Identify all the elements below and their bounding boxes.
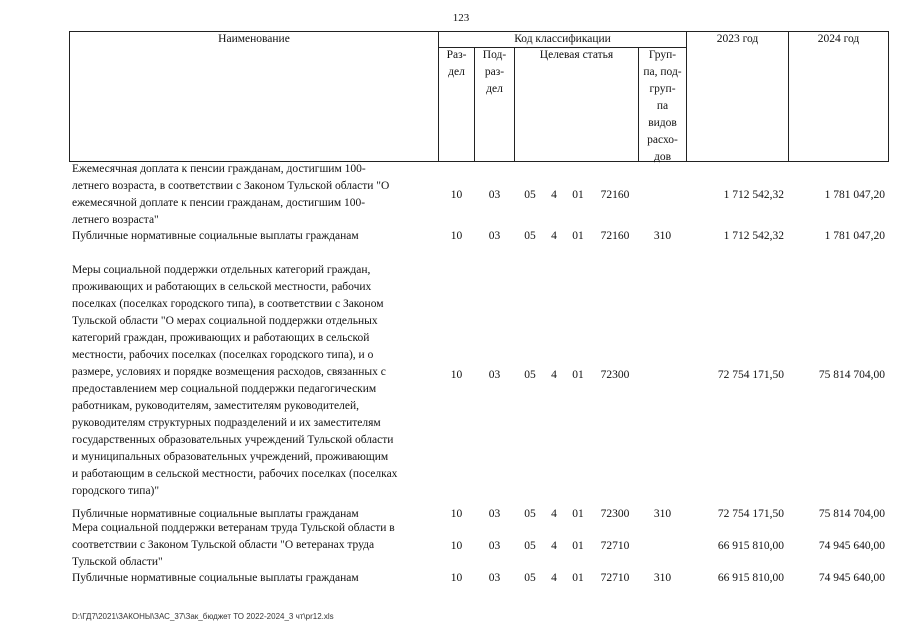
row-razdel: 10 xyxy=(450,189,463,201)
row-amount-2024: 75 814 704,00 xyxy=(818,369,885,381)
row-podrazdel: 03 xyxy=(488,189,501,201)
row-podrazdel: 03 xyxy=(488,572,501,584)
row-target-1: 05 xyxy=(524,230,536,242)
row-amount-2023: 72 754 171,50 xyxy=(717,508,784,520)
row-group: 310 xyxy=(653,508,672,520)
row-target-2: 4 xyxy=(551,508,557,520)
row-target-4: 72710 xyxy=(600,540,630,552)
row-group: 310 xyxy=(653,572,672,584)
header-group: Груп- па, под- груп- па видов расхо- дов xyxy=(643,49,682,163)
row-podrazdel: 03 xyxy=(488,230,501,242)
row-razdel: 10 xyxy=(450,230,463,242)
header-2024: 2024 год xyxy=(817,33,860,45)
row-target-3: 01 xyxy=(572,540,584,552)
row-target-4: 72710 xyxy=(600,572,630,584)
row-target-4: 72160 xyxy=(600,189,630,201)
row-target-3: 01 xyxy=(572,189,584,201)
header-code: Код классификации xyxy=(514,33,611,45)
header-name: Наименование xyxy=(218,33,290,45)
row-amount-2023: 1 712 542,32 xyxy=(723,230,784,242)
row-razdel: 10 xyxy=(450,508,463,520)
row-target-1: 05 xyxy=(524,508,536,520)
row-target-1: 05 xyxy=(524,189,536,201)
header-target: Целевая статья xyxy=(539,49,614,61)
row-podrazdel: 03 xyxy=(488,508,501,520)
row-target-2: 4 xyxy=(551,189,557,201)
row-amount-2023: 1 712 542,32 xyxy=(723,189,784,201)
col-divider-podrazdel xyxy=(514,47,515,162)
row-target-1: 05 xyxy=(524,369,536,381)
col-divider-group xyxy=(686,31,687,162)
row-amount-2023: 72 754 171,50 xyxy=(717,369,784,381)
col-divider-2023 xyxy=(788,31,789,162)
row-target-2: 4 xyxy=(551,572,557,584)
row-podrazdel: 03 xyxy=(488,540,501,552)
file-path-footer: D:\ГД7\2021\ЗАКОНЫ\ЗАС_37\Зак_бюджет ТО 2022-2024_3 чт\pr12.xls xyxy=(72,612,334,621)
row-podrazdel: 03 xyxy=(488,369,501,381)
row-target-1: 05 xyxy=(524,572,536,584)
header-podrazdel: Под- раз- дел xyxy=(482,49,507,95)
row-amount-2024: 1 781 047,20 xyxy=(824,230,885,242)
row-name: Публичные нормативные социальные выплаты гражданам xyxy=(72,230,359,242)
row-name: Меры социальной поддержки отдельных категорий граждан, проживающих и работающих в сельской местности, рабочих поселках (поселках городского типа), в соответствии с Законом Тульской области "О мерах социальной поддержки отдельных категорий граждан, проживающих и работающих в сельской местности, рабочих поселках (поселках городского типа), и о размере, условиях и порядке возмещения расходов, связанных с предоставлением мер социальной поддержки педагогическим работникам, руководителям, заместителям руководителей, руководителям структурных подразделений и их заместителям государственных образовательных учреждений Тульской области и муниципальных образовательных учреждений, проживающим и работающим в сельской местности, рабочих поселках (поселках городского типа)" xyxy=(72,264,398,497)
row-target-2: 4 xyxy=(551,230,557,242)
row-razdel: 10 xyxy=(450,572,463,584)
row-amount-2024: 74 945 640,00 xyxy=(818,540,885,552)
row-name: Мера социальной поддержки ветеранам труда Тульской области в соответствии с Законом Тульской области "О ветеранах труда Тульской области" xyxy=(72,522,395,568)
row-razdel: 10 xyxy=(450,369,463,381)
row-name: Публичные нормативные социальные выплаты гражданам xyxy=(72,572,359,584)
header-2023: 2023 год xyxy=(716,33,759,45)
row-target-4: 72300 xyxy=(600,369,630,381)
row-target-3: 01 xyxy=(572,508,584,520)
row-amount-2024: 1 781 047,20 xyxy=(824,189,885,201)
header-razdel: Раз- дел xyxy=(446,49,467,78)
row-amount-2023: 66 915 810,00 xyxy=(717,540,784,552)
row-razdel: 10 xyxy=(450,540,463,552)
row-target-3: 01 xyxy=(572,230,584,242)
row-target-4: 72300 xyxy=(600,508,630,520)
row-amount-2024: 74 945 640,00 xyxy=(818,572,885,584)
row-target-2: 4 xyxy=(551,540,557,552)
row-target-1: 05 xyxy=(524,540,536,552)
row-target-3: 01 xyxy=(572,369,584,381)
row-target-3: 01 xyxy=(572,572,584,584)
row-target-4: 72160 xyxy=(600,230,630,242)
table-left-border xyxy=(69,31,70,162)
row-target-2: 4 xyxy=(551,369,557,381)
row-group: 310 xyxy=(653,230,672,242)
row-name: Публичные нормативные социальные выплаты гражданам xyxy=(72,508,359,520)
table-right-border xyxy=(888,31,889,162)
row-name: Ежемесячная доплата к пенсии гражданам, достигшим 100- летнего возраста, в соответствии с Законом Тульской области "О ежемесячной доплате к пенсии гражданам, достигшим 100- летнего возраста" xyxy=(72,163,390,226)
row-amount-2023: 66 915 810,00 xyxy=(717,572,784,584)
page-number: 123 xyxy=(452,12,470,24)
row-amount-2024: 75 814 704,00 xyxy=(818,508,885,520)
